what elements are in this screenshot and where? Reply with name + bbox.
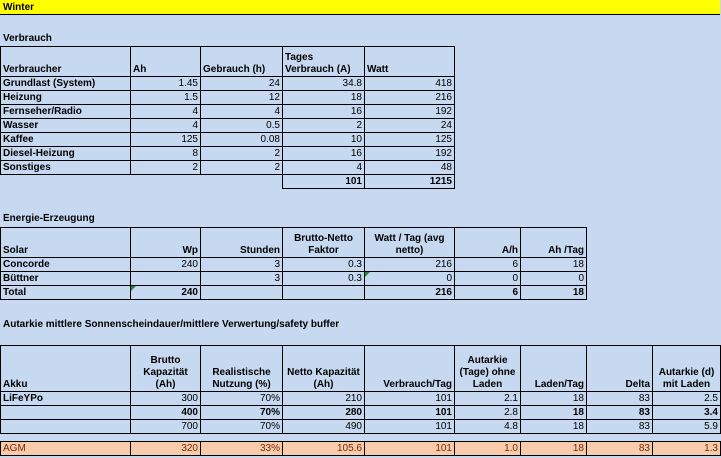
cell[interactable]: 12 bbox=[201, 91, 283, 105]
header-verbraucher[interactable]: Verbraucher bbox=[1, 47, 131, 77]
cell[interactable]: 101 bbox=[365, 406, 455, 420]
header-nutzung[interactable]: Realistische Nutzung (%) bbox=[201, 346, 283, 392]
cell[interactable]: 0 bbox=[521, 272, 587, 286]
cell[interactable]: 83 bbox=[587, 442, 653, 456]
header-tages-verbrauch[interactable]: Tages Verbrauch (A) bbox=[283, 47, 365, 77]
cell[interactable]: 2.5 bbox=[653, 392, 721, 406]
cell[interactable]: 18 bbox=[521, 406, 587, 420]
cell[interactable]: Sonstiges bbox=[1, 161, 131, 175]
cell[interactable]: 16 bbox=[283, 105, 365, 119]
header-stunden[interactable]: Stunden bbox=[201, 228, 283, 258]
cell[interactable]: 125 bbox=[131, 133, 201, 147]
cell[interactable]: 1.3 bbox=[653, 442, 721, 456]
cell[interactable]: 4 bbox=[131, 105, 201, 119]
table-row-total bbox=[1, 175, 455, 189]
cell[interactable]: 1.45 bbox=[131, 77, 201, 91]
cell[interactable]: 0 bbox=[455, 272, 521, 286]
table-row bbox=[1, 119, 455, 133]
cell[interactable] bbox=[1, 406, 131, 420]
cell[interactable]: 2 bbox=[201, 147, 283, 161]
cell[interactable]: 2 bbox=[201, 161, 283, 175]
cell[interactable] bbox=[1, 420, 131, 434]
cell[interactable]: 70% bbox=[201, 392, 283, 406]
header-ah[interactable]: Ah bbox=[131, 47, 201, 77]
cell[interactable]: 0.3 bbox=[283, 272, 365, 286]
section-energie[interactable]: Energie-Erzeugung bbox=[3, 213, 95, 224]
cell[interactable]: 34.8 bbox=[283, 77, 365, 91]
cell[interactable]: AGM bbox=[1, 442, 131, 456]
cell[interactable]: 8 bbox=[131, 147, 201, 161]
cell[interactable]: Diesel-Heizung bbox=[1, 147, 131, 161]
header-verbrauch-tag[interactable]: Verbrauch/Tag bbox=[365, 346, 455, 392]
cell[interactable]: 300 bbox=[131, 392, 201, 406]
cell[interactable]: 1.5 bbox=[131, 91, 201, 105]
table-row bbox=[1, 406, 721, 420]
total-watt[interactable]: 1215 bbox=[365, 175, 455, 189]
cell[interactable]: LiFeYPo bbox=[1, 392, 131, 406]
cell[interactable]: Concorde bbox=[1, 258, 131, 272]
header-delta[interactable]: Delta bbox=[587, 346, 653, 392]
header-autarkie-mit[interactable]: Autarkie (d) mit Laden bbox=[653, 346, 721, 392]
header-watt[interactable]: Watt bbox=[365, 47, 455, 77]
cell[interactable]: 0.08 bbox=[201, 133, 283, 147]
header-faktor[interactable]: Brutto-Netto Faktor bbox=[283, 228, 365, 258]
table-row bbox=[1, 161, 455, 175]
table-row bbox=[1, 105, 455, 119]
cell-empty[interactable] bbox=[131, 175, 201, 189]
cell[interactable]: 0.5 bbox=[201, 119, 283, 133]
cell[interactable]: 18 bbox=[521, 442, 587, 456]
table-row-agm bbox=[1, 442, 721, 456]
cell[interactable]: 192 bbox=[365, 105, 455, 119]
table-row bbox=[1, 147, 455, 161]
cell[interactable]: 83 bbox=[587, 420, 653, 434]
cell[interactable]: 4 bbox=[201, 105, 283, 119]
cell[interactable]: 70% bbox=[201, 420, 283, 434]
cell[interactable]: 418 bbox=[365, 77, 455, 91]
energie-table bbox=[0, 227, 587, 300]
cell[interactable]: 210 bbox=[283, 392, 365, 406]
cell[interactable]: Büttner bbox=[1, 272, 131, 286]
cell[interactable]: 216 bbox=[365, 91, 455, 105]
cell[interactable]: 105.6 bbox=[283, 442, 365, 456]
cell[interactable]: 2.8 bbox=[455, 406, 521, 420]
table-row bbox=[1, 420, 721, 434]
cell[interactable]: 83 bbox=[587, 406, 653, 420]
cell[interactable] bbox=[131, 272, 201, 286]
cell[interactable]: 101 bbox=[365, 420, 455, 434]
cell[interactable]: 216 bbox=[365, 286, 455, 300]
cell[interactable]: 3 bbox=[201, 258, 283, 272]
cell[interactable]: 24 bbox=[201, 77, 283, 91]
table-row bbox=[1, 77, 455, 91]
cell[interactable]: 4 bbox=[283, 161, 365, 175]
sheet-title[interactable]: Winter bbox=[0, 0, 720, 15]
cell[interactable]: 1.0 bbox=[455, 442, 521, 456]
header-ah-h[interactable]: A/h bbox=[455, 228, 521, 258]
cell[interactable]: 101 bbox=[365, 392, 455, 406]
cell[interactable]: 18 bbox=[521, 420, 587, 434]
table-row bbox=[1, 272, 587, 286]
cell[interactable] bbox=[283, 286, 365, 300]
autarkie-table bbox=[0, 345, 721, 456]
cell[interactable]: Grundlast (System) bbox=[1, 77, 131, 91]
cell[interactable]: 240 bbox=[131, 258, 201, 272]
cell[interactable] bbox=[201, 286, 283, 300]
table-row bbox=[1, 91, 455, 105]
table-row-total bbox=[1, 286, 587, 300]
cell[interactable]: 320 bbox=[131, 442, 201, 456]
cell-empty[interactable] bbox=[1, 175, 131, 189]
table-row bbox=[1, 258, 587, 272]
cell[interactable]: 6 bbox=[455, 286, 521, 300]
header-wp[interactable]: Wp bbox=[131, 228, 201, 258]
cell[interactable]: 24 bbox=[365, 119, 455, 133]
cell[interactable]: 18 bbox=[521, 392, 587, 406]
table-row bbox=[1, 133, 455, 147]
cell[interactable]: 0.3 bbox=[283, 258, 365, 272]
cell[interactable]: 6 bbox=[455, 258, 521, 272]
cell[interactable]: 125 bbox=[365, 133, 455, 147]
cell[interactable]: 48 bbox=[365, 161, 455, 175]
cell[interactable]: 83 bbox=[587, 392, 653, 406]
header-solar[interactable]: Solar bbox=[1, 228, 131, 258]
section-verbrauch[interactable]: Verbrauch bbox=[3, 33, 52, 44]
cell[interactable]: 5.9 bbox=[653, 420, 721, 434]
header-akku[interactable]: Akku bbox=[1, 346, 131, 392]
cell[interactable]: Total bbox=[1, 286, 131, 300]
cell[interactable]: 18 bbox=[521, 258, 587, 272]
cell[interactable]: 216 bbox=[365, 258, 455, 272]
cell[interactable]: Heizung bbox=[1, 91, 131, 105]
header-watt-tag[interactable]: Watt / Tag (avg netto) bbox=[365, 228, 455, 258]
cell-empty[interactable] bbox=[201, 175, 283, 189]
cell[interactable]: 2.1 bbox=[455, 392, 521, 406]
cell[interactable]: 0 bbox=[365, 272, 455, 286]
total-ah[interactable]: 101 bbox=[283, 175, 365, 189]
cell[interactable]: 400 bbox=[131, 406, 201, 420]
cell[interactable]: 4 bbox=[131, 119, 201, 133]
cell[interactable]: 3.4 bbox=[653, 406, 721, 420]
header-ah-tag[interactable]: Ah /Tag bbox=[521, 228, 587, 258]
cell[interactable]: 490 bbox=[283, 420, 365, 434]
section-autarkie[interactable]: Autarkie mittlere Sonnenscheindauer/mittlere Verwertung/safety buffer bbox=[3, 319, 340, 330]
header-gebrauch[interactable]: Gebrauch (h) bbox=[201, 47, 283, 77]
cell[interactable]: 33% bbox=[201, 442, 283, 456]
cell[interactable]: 4.8 bbox=[455, 420, 521, 434]
cell[interactable]: 101 bbox=[365, 442, 455, 456]
header-brutto[interactable]: Brutto Kapazität (Ah) bbox=[131, 346, 201, 392]
cell[interactable]: Fernseher/Radio bbox=[1, 105, 131, 119]
cell[interactable]: Kaffee bbox=[1, 133, 131, 147]
cell[interactable]: 192 bbox=[365, 147, 455, 161]
cell[interactable]: 18 bbox=[521, 286, 587, 300]
cell[interactable]: 70% bbox=[201, 406, 283, 420]
cell[interactable]: 700 bbox=[131, 420, 201, 434]
cell[interactable]: 2 bbox=[283, 119, 365, 133]
cell[interactable]: 2 bbox=[131, 161, 201, 175]
cell[interactable]: 240 bbox=[131, 286, 201, 300]
cell[interactable]: 16 bbox=[283, 147, 365, 161]
header-autarkie-ohne[interactable]: Autarkie (Tage) ohne Laden bbox=[455, 346, 521, 392]
cell[interactable]: 3 bbox=[201, 272, 283, 286]
cell[interactable]: 280 bbox=[283, 406, 365, 420]
header-netto[interactable]: Netto Kapazität (Ah) bbox=[283, 346, 365, 392]
table-row bbox=[1, 392, 721, 406]
cell-empty bbox=[1, 434, 721, 442]
cell[interactable]: 10 bbox=[283, 133, 365, 147]
verbrauch-table bbox=[0, 46, 455, 189]
cell[interactable]: 18 bbox=[283, 91, 365, 105]
cell[interactable]: Wasser bbox=[1, 119, 131, 133]
header-laden-tag[interactable]: Laden/Tag bbox=[521, 346, 587, 392]
table-row-spacer bbox=[1, 434, 721, 442]
